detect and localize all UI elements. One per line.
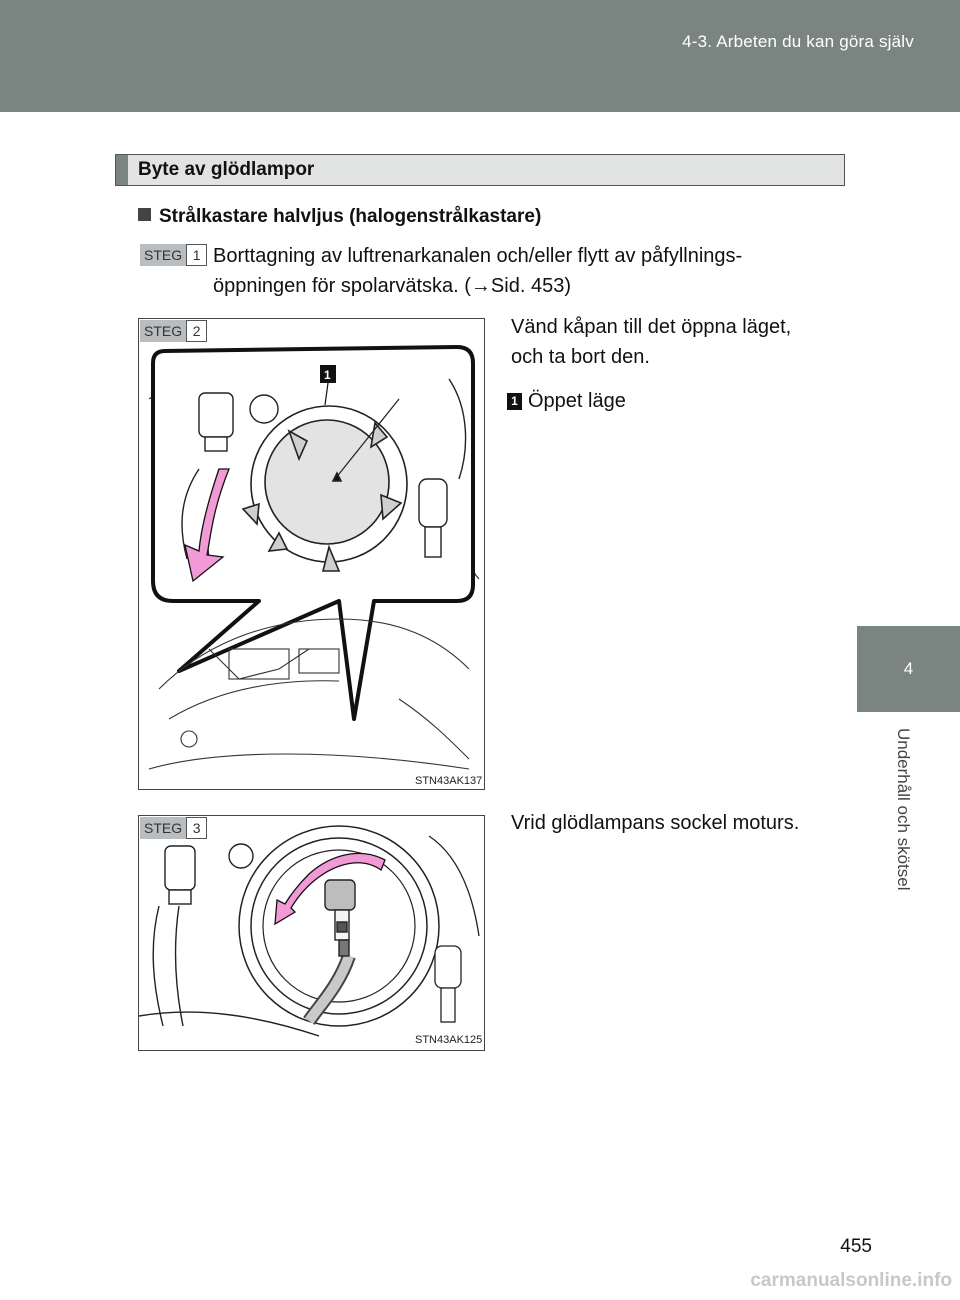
step-2-text-cont xyxy=(511,342,829,372)
watermark: carmanualsonline.info xyxy=(750,1270,952,1291)
step-2-line2: och ta bort den. xyxy=(511,346,650,368)
steg-number: 2 xyxy=(186,320,207,342)
figure-code: STN43AK137 xyxy=(415,775,483,787)
step-1-text-cont xyxy=(213,271,827,301)
chapter-label: Underhåll och skötsel xyxy=(894,728,913,891)
page-header-bar xyxy=(0,0,960,112)
section-accent xyxy=(116,155,128,185)
steg-word: STEG xyxy=(140,320,186,342)
step-3-text: Vrid glödlampans sockel moturs. xyxy=(511,812,800,834)
step-1-line2: öppningen för spolarvätska. (→Sid. 453) xyxy=(213,275,571,297)
figure-code: STN43AK125 xyxy=(415,1034,483,1046)
figure-step-3 xyxy=(138,815,485,1051)
step-2-line1: Vänd kåpan till det öppna läget, xyxy=(511,316,792,338)
figure-step-2 xyxy=(138,318,485,790)
steg-number: 1 xyxy=(186,244,207,266)
callout-item xyxy=(507,386,626,416)
subheading-text: Strålkastare halvljus (halogenstrålkastare) xyxy=(159,206,542,227)
step-2-text xyxy=(511,312,829,342)
chapter-tab: 4 xyxy=(857,626,960,712)
steg-3-label xyxy=(140,817,207,839)
step-1-line1: Borttagning av luftrenarkanalen och/eller flytt av påfyllnings- xyxy=(213,245,743,267)
page-number: 455 xyxy=(840,1236,872,1257)
callout-text: Öppet läge xyxy=(528,390,626,412)
steg-2-label xyxy=(140,320,207,342)
steg-word: STEG xyxy=(140,244,186,266)
svg-text:1: 1 xyxy=(324,368,331,382)
bulb-socket-illustration xyxy=(139,816,484,1050)
section-heading: Byte av glödlampor xyxy=(138,159,315,180)
steg-1-label xyxy=(140,244,207,266)
headlight-cover-illustration xyxy=(139,319,484,789)
steg-word: STEG xyxy=(140,817,186,839)
square-bullet-icon xyxy=(138,208,151,221)
steg-number: 3 xyxy=(186,817,207,839)
callout-number: 1 xyxy=(507,393,522,410)
section-heading-box xyxy=(115,154,845,186)
step-1-text xyxy=(213,241,827,271)
subheading xyxy=(138,206,541,228)
section-title: 4-3. Arbeten du kan göra själv xyxy=(682,32,914,51)
